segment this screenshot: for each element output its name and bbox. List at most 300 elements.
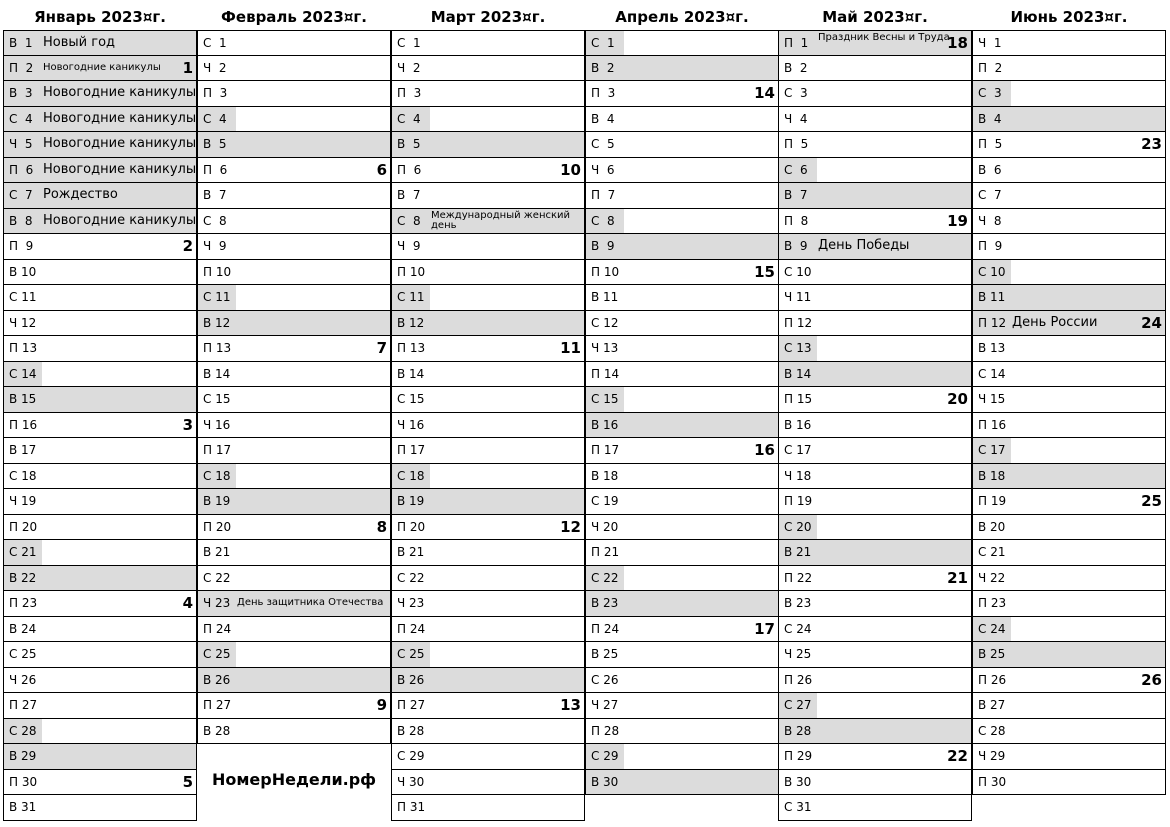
day-row	[586, 234, 778, 260]
day-row	[973, 234, 1165, 260]
day-row	[586, 617, 778, 643]
day-label: С 13	[784, 341, 812, 355]
day-label: В 30	[784, 774, 812, 789]
day-row	[198, 132, 390, 158]
day-row	[198, 693, 390, 719]
day-label: С 25	[397, 647, 425, 661]
day-row	[973, 387, 1165, 413]
day-row	[586, 489, 778, 515]
day-row	[779, 183, 971, 209]
day-label: С 3	[978, 86, 1002, 100]
day-label: С 31	[784, 800, 812, 814]
day-label: В 3	[9, 86, 33, 100]
day-row	[198, 362, 390, 388]
day-row	[4, 81, 196, 107]
day-label: П 5	[978, 137, 1003, 151]
day-label: В 21	[203, 545, 231, 559]
day-row	[779, 234, 971, 260]
day-label: С 22	[203, 570, 231, 585]
day-row	[779, 489, 971, 515]
day-row	[198, 158, 390, 184]
day-label: В 18	[978, 468, 1006, 483]
holiday-label: Праздник Весны и Труда	[818, 32, 950, 43]
day-row	[586, 566, 778, 592]
day-label: П 6	[9, 162, 34, 177]
day-label: С 1	[591, 36, 615, 50]
day-label: В 28	[203, 723, 231, 738]
holiday-label: Рождество	[43, 187, 118, 202]
day-row	[973, 413, 1165, 439]
day-row	[779, 464, 971, 490]
day-row	[779, 719, 971, 745]
day-row	[198, 540, 390, 566]
day-label: С 4	[203, 111, 227, 126]
day-row	[392, 566, 584, 592]
day-label: П 17	[591, 443, 620, 457]
day-row	[973, 336, 1165, 362]
day-label: Ч 23	[203, 596, 231, 610]
day-row	[392, 234, 584, 260]
site-name: НомерНедели.рф	[211, 770, 377, 789]
day-row	[973, 642, 1165, 668]
month-column	[197, 0, 391, 744]
day-label: С 8	[203, 213, 227, 228]
day-row	[973, 515, 1165, 541]
day-label: С 12	[591, 315, 619, 330]
day-label: С 1	[203, 36, 227, 50]
day-row	[973, 540, 1165, 566]
day-label: П 26	[784, 672, 813, 687]
day-row	[586, 336, 778, 362]
month-column	[391, 0, 585, 821]
day-row	[4, 438, 196, 464]
day-row	[586, 311, 778, 337]
day-row	[586, 540, 778, 566]
week-number: 3	[182, 415, 193, 434]
day-label: В 16	[591, 417, 619, 432]
day-label: П 3	[591, 86, 616, 100]
day-row	[973, 693, 1165, 719]
day-row	[4, 311, 196, 337]
day-label: В 19	[203, 494, 231, 508]
day-label: В 14	[397, 366, 425, 381]
week-number: 17	[754, 619, 775, 638]
day-label: С 8	[397, 213, 421, 228]
month-days	[778, 30, 972, 821]
day-row	[4, 693, 196, 719]
week-number: 24	[1141, 313, 1162, 332]
day-row	[198, 566, 390, 592]
day-row	[973, 56, 1165, 82]
day-label: С 17	[784, 443, 812, 457]
month-days	[197, 30, 391, 744]
day-row	[392, 719, 584, 745]
day-row	[4, 336, 196, 362]
day-row	[779, 591, 971, 617]
day-label: П 27	[9, 698, 38, 712]
day-row	[198, 285, 390, 311]
day-row	[586, 719, 778, 745]
day-label: С 14	[9, 366, 37, 381]
holiday-label: Новогодние каникулы	[43, 136, 196, 151]
day-row	[4, 566, 196, 592]
day-row	[973, 464, 1165, 490]
day-label: В 22	[9, 570, 37, 585]
day-label: П 19	[978, 494, 1007, 508]
day-label: В 19	[397, 494, 425, 508]
holiday-label: Международный женский день	[431, 209, 571, 231]
day-label: В 7	[784, 188, 808, 202]
day-row	[586, 56, 778, 82]
day-row	[4, 260, 196, 286]
day-label: Ч 4	[784, 111, 808, 126]
month-title: Май 2023¤г.	[822, 8, 928, 26]
day-label: В 26	[397, 672, 425, 687]
day-label: В 1	[9, 36, 33, 50]
day-row	[392, 464, 584, 490]
month-column	[3, 0, 197, 821]
day-row	[4, 30, 196, 56]
day-row	[198, 489, 390, 515]
day-label: С 15	[203, 392, 231, 406]
day-label: В 31	[9, 800, 37, 814]
week-number: 14	[754, 84, 775, 102]
day-row	[198, 515, 390, 541]
day-label: П 24	[203, 621, 232, 636]
day-label: В 15	[9, 392, 37, 406]
day-label: В 14	[784, 366, 812, 381]
day-label: С 14	[978, 366, 1006, 381]
day-label: Ч 8	[978, 213, 1002, 228]
day-label: Ч 5	[9, 137, 33, 151]
holiday-label: День России	[1012, 314, 1098, 330]
day-row	[4, 591, 196, 617]
day-row	[392, 56, 584, 82]
day-row	[198, 56, 390, 82]
week-number: 7	[376, 339, 387, 357]
day-row	[4, 770, 196, 796]
week-number: 6	[376, 160, 387, 179]
day-label: П 30	[9, 774, 38, 789]
day-row	[392, 285, 584, 311]
day-label: Ч 13	[591, 341, 619, 355]
day-row	[973, 311, 1165, 337]
day-row	[779, 668, 971, 694]
day-label: С 15	[591, 392, 619, 406]
day-row	[586, 438, 778, 464]
day-label: В 30	[591, 774, 619, 789]
day-row	[586, 642, 778, 668]
day-label: С 10	[978, 264, 1006, 279]
day-label: П 5	[784, 137, 809, 151]
day-row	[586, 413, 778, 439]
day-label: В 4	[978, 111, 1002, 126]
day-row	[392, 795, 584, 821]
day-label: В 21	[397, 545, 425, 559]
day-row	[4, 209, 196, 235]
day-label: П 31	[397, 800, 426, 814]
day-row	[198, 591, 390, 617]
day-row	[198, 668, 390, 694]
day-label: П 9	[978, 239, 1003, 253]
day-row	[779, 642, 971, 668]
day-row	[973, 158, 1165, 184]
day-label: С 18	[397, 468, 425, 483]
day-label: П 6	[397, 162, 422, 177]
day-row	[392, 515, 584, 541]
day-label: В 11	[591, 290, 619, 304]
day-row	[586, 209, 778, 235]
day-row	[392, 336, 584, 362]
day-row	[198, 30, 390, 56]
day-label: В 10	[9, 264, 37, 279]
month-title: Январь 2023¤г.	[34, 8, 166, 26]
day-row	[586, 30, 778, 56]
day-label: В 5	[397, 137, 421, 151]
day-row	[586, 464, 778, 490]
week-number: 26	[1141, 670, 1162, 689]
day-row	[779, 56, 971, 82]
day-label: П 27	[397, 698, 426, 712]
holiday-label: Новогодние каникулы	[43, 110, 196, 126]
month-column	[778, 0, 972, 821]
day-label: Ч 29	[978, 749, 1006, 763]
day-label: П 7	[591, 188, 616, 202]
day-row	[586, 132, 778, 158]
day-row	[779, 566, 971, 592]
day-label: Ч 26	[9, 672, 37, 687]
day-label: С 4	[9, 111, 33, 126]
month-title: Март 2023¤г.	[430, 8, 546, 26]
day-label: Ч 2	[203, 60, 227, 75]
day-label: П 24	[591, 621, 620, 636]
day-row	[779, 438, 971, 464]
day-row	[198, 336, 390, 362]
day-label: Ч 20	[591, 519, 619, 534]
day-row	[4, 132, 196, 158]
day-label: П 12	[784, 315, 813, 330]
holiday-label: Новогодние каникулы	[43, 85, 196, 100]
day-row	[779, 795, 971, 821]
day-label: П 10	[591, 264, 620, 279]
day-row	[586, 387, 778, 413]
day-label: П 28	[591, 723, 620, 738]
day-row	[198, 719, 390, 745]
day-label: В 9	[591, 239, 615, 253]
week-number: 21	[947, 568, 968, 587]
day-label: С 11	[397, 290, 425, 304]
holiday-label: Новогодние каникулы	[43, 212, 196, 228]
day-label: С 25	[9, 647, 37, 661]
day-label: П 20	[397, 519, 426, 534]
day-label: С 24	[978, 621, 1006, 636]
day-row	[779, 387, 971, 413]
day-label: П 13	[203, 341, 232, 355]
holiday-label: Новогодние каникулы	[43, 61, 161, 73]
day-label: Ч 25	[784, 647, 812, 661]
week-number: 2	[182, 237, 193, 255]
day-row	[4, 489, 196, 515]
day-label: П 16	[9, 417, 38, 432]
day-label: П 23	[9, 596, 38, 610]
day-row	[198, 642, 390, 668]
day-label: С 22	[591, 570, 619, 585]
day-row	[973, 81, 1165, 107]
month-days	[391, 30, 585, 821]
day-label: В 27	[978, 698, 1006, 712]
day-label: П 20	[203, 519, 232, 534]
day-row	[392, 260, 584, 286]
day-label: С 15	[397, 392, 425, 406]
day-row	[779, 693, 971, 719]
week-number: 8	[376, 517, 387, 536]
day-label: С 10	[784, 264, 812, 279]
day-label: В 23	[784, 596, 812, 610]
day-label: С 3	[784, 86, 808, 100]
day-label: П 27	[203, 698, 232, 712]
day-label: С 21	[978, 545, 1006, 559]
week-number: 13	[560, 696, 581, 714]
day-row	[4, 795, 196, 821]
day-row	[392, 132, 584, 158]
holiday-label: День защитника Отечества	[237, 597, 384, 608]
day-label: П 26	[978, 672, 1007, 687]
day-label: Ч 18	[784, 468, 812, 483]
week-number: 23	[1141, 135, 1162, 153]
day-row	[392, 617, 584, 643]
day-label: Ч 6	[591, 162, 615, 177]
day-row	[586, 693, 778, 719]
day-label: В 25	[978, 647, 1006, 661]
day-label: С 21	[9, 545, 37, 559]
day-label: В 28	[397, 723, 425, 738]
day-label: С 7	[9, 188, 33, 202]
day-row	[198, 183, 390, 209]
day-label: В 23	[591, 596, 619, 610]
day-row	[198, 413, 390, 439]
day-row	[198, 464, 390, 490]
day-row	[4, 158, 196, 184]
day-row	[392, 642, 584, 668]
day-row	[973, 30, 1165, 56]
week-number: 10	[560, 160, 581, 179]
day-row	[198, 387, 390, 413]
day-row	[586, 285, 778, 311]
day-row	[586, 744, 778, 770]
day-label: П 29	[784, 749, 813, 763]
day-row	[4, 387, 196, 413]
week-number: 25	[1141, 492, 1162, 510]
day-label: Ч 16	[203, 417, 231, 432]
day-row	[779, 515, 971, 541]
day-label: Ч 27	[591, 698, 619, 712]
day-row	[586, 770, 778, 796]
day-label: С 11	[9, 290, 37, 304]
day-label: П 21	[591, 545, 620, 559]
month-title: Февраль 2023¤г.	[221, 8, 367, 26]
day-label: Ч 22	[978, 570, 1006, 585]
month-title: Апрель 2023¤г.	[615, 8, 749, 26]
day-row	[779, 770, 971, 796]
day-row	[392, 540, 584, 566]
day-row	[973, 668, 1165, 694]
month-days	[972, 30, 1166, 795]
day-row	[198, 617, 390, 643]
day-row	[4, 744, 196, 770]
day-label: В 7	[203, 188, 227, 202]
day-row	[392, 591, 584, 617]
day-row	[586, 183, 778, 209]
day-label: В 18	[591, 468, 619, 483]
week-number: 11	[560, 339, 581, 357]
day-row	[779, 209, 971, 235]
day-row	[198, 234, 390, 260]
day-label: С 18	[203, 468, 231, 483]
day-label: Ч 19	[9, 494, 37, 508]
month-column	[972, 0, 1166, 795]
day-label: С 7	[978, 188, 1002, 202]
day-label: П 15	[784, 392, 813, 406]
day-label: С 26	[591, 672, 619, 687]
day-label: П 30	[978, 774, 1007, 789]
holiday-label: День Победы	[818, 238, 910, 253]
day-row	[392, 81, 584, 107]
day-row	[4, 285, 196, 311]
day-row	[4, 464, 196, 490]
day-row	[198, 438, 390, 464]
day-label: С 29	[591, 749, 619, 763]
day-label: С 24	[784, 621, 812, 636]
day-row	[392, 489, 584, 515]
day-label: В 20	[978, 519, 1006, 534]
day-row	[779, 158, 971, 184]
day-row	[779, 81, 971, 107]
day-label: П 13	[397, 341, 426, 355]
day-row	[4, 362, 196, 388]
day-label: С 20	[784, 519, 812, 534]
day-row	[4, 183, 196, 209]
week-number: 18	[947, 34, 968, 52]
day-label: П 13	[9, 341, 38, 355]
day-row	[973, 362, 1165, 388]
day-row	[586, 158, 778, 184]
day-row	[973, 591, 1165, 617]
holiday-label: Новый год	[43, 35, 116, 50]
day-label: П 14	[591, 366, 620, 381]
day-label: П 16	[978, 417, 1007, 432]
day-label: В 14	[203, 366, 231, 381]
day-row	[4, 515, 196, 541]
day-row	[973, 719, 1165, 745]
day-label: Ч 1	[978, 36, 1002, 50]
day-label: П 20	[9, 519, 38, 534]
day-label: С 18	[9, 468, 37, 483]
week-number: 19	[947, 211, 968, 230]
day-label: С 1	[397, 36, 421, 50]
day-label: В 5	[203, 137, 227, 151]
week-number: 12	[560, 517, 581, 536]
day-label: В 25	[591, 647, 619, 661]
day-label: П 17	[203, 443, 232, 457]
day-label: В 2	[784, 60, 808, 75]
day-label: В 17	[9, 443, 37, 457]
day-row	[973, 489, 1165, 515]
day-label: П 17	[397, 443, 426, 457]
day-label: С 28	[9, 723, 37, 738]
day-row	[779, 362, 971, 388]
day-row	[779, 617, 971, 643]
day-row	[198, 81, 390, 107]
